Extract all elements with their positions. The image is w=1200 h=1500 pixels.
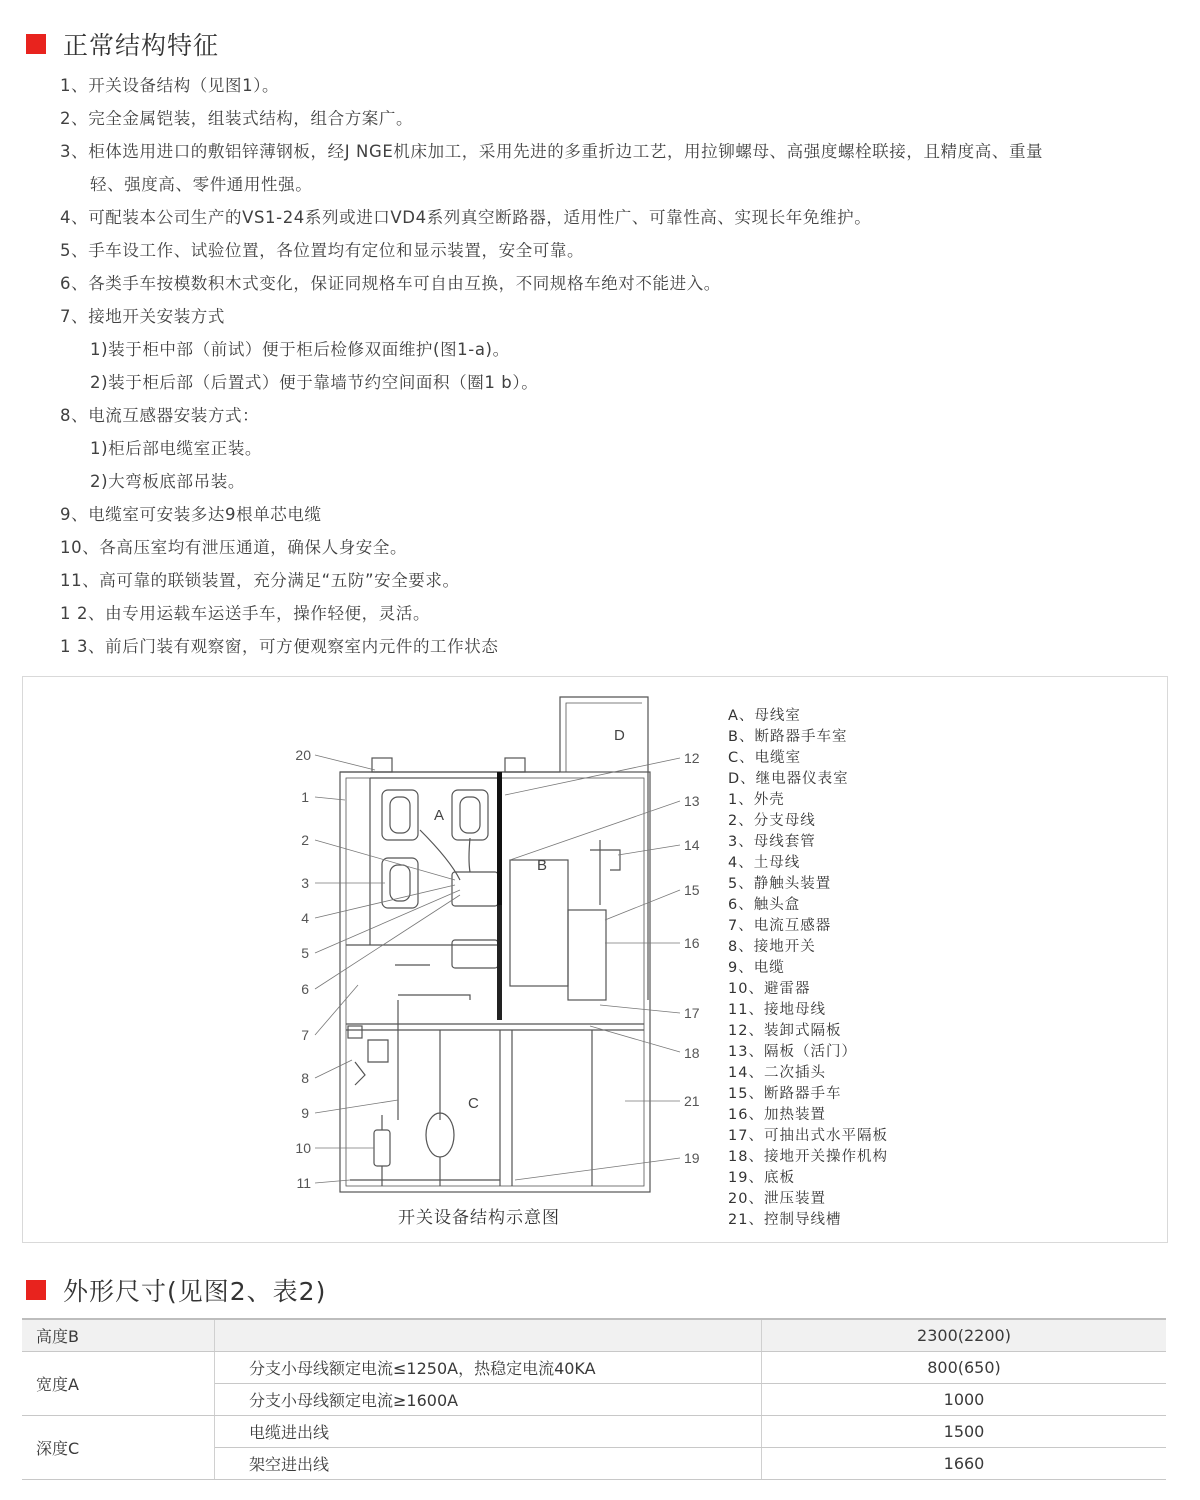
legend-item: 19、底板	[728, 1170, 795, 1186]
callout-number: 9	[301, 1105, 309, 1121]
table-cell-value: 2300(2200)	[762, 1319, 1167, 1352]
callout-number: 19	[684, 1150, 700, 1166]
legend-item: 1、外壳	[728, 792, 785, 808]
feature-subitem: 2)大弯板底部吊装。	[90, 472, 245, 491]
table-row-header: 宽度A	[22, 1352, 215, 1416]
table-row-header: 深度C	[22, 1416, 215, 1480]
figure-caption: 开关设备结构示意图	[398, 1208, 560, 1228]
table-row-header: 高度B	[22, 1319, 215, 1352]
legend-item: 5、静触头装置	[728, 876, 832, 892]
feature-item: 1 3、前后门装有观察窗，可方便观察室内元件的工作状态	[60, 637, 499, 656]
feature-item: 1、开关设备结构（见图1）。	[60, 76, 280, 95]
relay-compartment-outline	[560, 697, 648, 1000]
table-cell-value: 800(650)	[762, 1352, 1167, 1384]
feature-item: 2、完全金属铠装，组装式结构，组合方案广。	[60, 109, 414, 128]
callout-number: 8	[301, 1070, 309, 1086]
legend-item: 20、泄压装置	[728, 1191, 826, 1207]
table-cell-desc: 分支小母线额定电流≤1250A，热稳定电流40KA	[215, 1352, 762, 1384]
table-cell-value: 1500	[762, 1416, 1167, 1448]
legend-item: 3、母线套管	[728, 834, 816, 850]
callout-number: 21	[684, 1093, 700, 1109]
callout-number: 7	[301, 1027, 309, 1043]
compartment-label: C	[468, 1095, 479, 1112]
feature-item: 6、各类手车按模数积木式变化，保证同规格车可自由互换，不同规格车绝对不能进入。	[60, 274, 721, 293]
feature-subitem: 1)柜后部电缆室正装。	[90, 439, 263, 458]
feature-item: 10、各高压室均有泄压通道，确保人身安全。	[60, 538, 408, 557]
legend-item: C、电缆室	[728, 750, 802, 766]
feature-item: 11、高可靠的联锁装置，充分满足“五防”安全要求。	[60, 571, 460, 590]
legend-item: 21、控制导线槽	[728, 1212, 842, 1228]
table-cell-value: 1660	[762, 1448, 1167, 1480]
callout-number: 5	[301, 945, 309, 961]
legend-item: 15、断路器手车	[728, 1086, 842, 1102]
feature-item: 8、电流互感器安装方式：	[60, 406, 260, 425]
callout-number: 1	[301, 789, 309, 805]
callout-number: 10	[295, 1140, 311, 1156]
legend-item: 7、电流互感器	[728, 918, 832, 934]
legend-item: 11、接地母线	[728, 1002, 826, 1018]
legend-item: B、断路器手车室	[728, 729, 848, 745]
legend-item: 10、避雷器	[728, 981, 811, 997]
legend-item: 16、加热装置	[728, 1107, 826, 1123]
callout-number: 17	[684, 1005, 700, 1021]
red-square-marker	[26, 1280, 46, 1300]
feature-item: 9、电缆室可安装多达9根单芯电缆	[60, 505, 322, 524]
legend-item: 8、接地开关	[728, 939, 816, 955]
legend-item: 14、二次插头	[728, 1065, 826, 1081]
table-row	[22, 1416, 1166, 1448]
callout-number: 11	[296, 1175, 311, 1191]
compartment-label: A	[434, 807, 445, 824]
legend-item: 4、土母线	[728, 855, 801, 871]
compartment-label: B	[537, 857, 548, 874]
feature-item: 3、柜体选用进口的敷铝锌薄钢板，经J NGE机床加工，采用先进的多重折边工艺，用拉铆螺母、高强度螺栓联接，且精度高、重量	[60, 142, 1044, 161]
table-row	[22, 1319, 1166, 1352]
feature-subitem: 2)装于柜后部（后置式）便于靠墙节约空间面积（圈1 b）。	[90, 373, 539, 392]
callout-number: 4	[301, 910, 309, 926]
section-title: 正常结构特征	[63, 31, 220, 60]
table-cell-value: 1000	[762, 1384, 1167, 1416]
callout-number: 18	[684, 1045, 700, 1061]
legend-item: 6、触头盒	[728, 897, 801, 913]
feature-item: 5、手车设工作、试验位置，各位置均有定位和显示装置，安全可靠。	[60, 241, 585, 260]
table-row	[22, 1352, 1166, 1384]
callout-number: 20	[295, 747, 311, 763]
callout-number: 3	[301, 875, 309, 891]
callout-number: 16	[684, 935, 700, 951]
legend-item: 17、可抽出式水平隔板	[728, 1128, 888, 1144]
legend-item: A、母线室	[728, 708, 801, 724]
legend-item: 12、装卸式隔板	[728, 1023, 842, 1039]
section-header-dimensions	[26, 1272, 326, 1308]
table-cell	[215, 1319, 762, 1352]
feature-subitem: 1)装于柜中部（前试）便于柜后检修双面维护(图1-a)。	[90, 340, 510, 359]
compartment-label: D	[614, 727, 625, 744]
section-title: 外形尺寸(见图2、表2)	[63, 1277, 327, 1306]
callout-number: 13	[684, 793, 700, 809]
feature-item: 7、接地开关安装方式	[60, 307, 225, 326]
legend-item: 2、分支母线	[728, 813, 816, 829]
table-cell-desc: 电缆进出线	[215, 1416, 762, 1448]
callout-number: 6	[301, 981, 309, 997]
legend-item: 9、电缆	[728, 960, 785, 976]
feature-item: 1 2、由专用运载车运送手车，操作轻便，灵活。	[60, 604, 431, 623]
legend-item: 13、隔板（活门）	[728, 1044, 857, 1060]
legend-item: D、继电器仪表室	[728, 771, 849, 787]
callout-number: 2	[301, 832, 309, 848]
dimensions-table	[22, 1318, 1166, 1480]
cabinet-outline	[340, 772, 650, 1192]
table-cell-desc: 架空进出线	[215, 1448, 762, 1480]
table-cell-desc: 分支小母线额定电流≥1600A	[215, 1384, 762, 1416]
callout-number: 14	[684, 837, 700, 853]
callout-number: 12	[684, 750, 700, 766]
callout-number: 15	[684, 882, 700, 898]
feature-item: 4、可配装本公司生产的VS1-24系列或进口VD4系列真空断路器，适用性广、可靠性高、实现长年免维护。	[60, 208, 872, 227]
legend-item: 18、接地开关操作机构	[728, 1149, 888, 1165]
feature-item-continued: 轻、强度高、零件通用性强。	[90, 175, 313, 194]
